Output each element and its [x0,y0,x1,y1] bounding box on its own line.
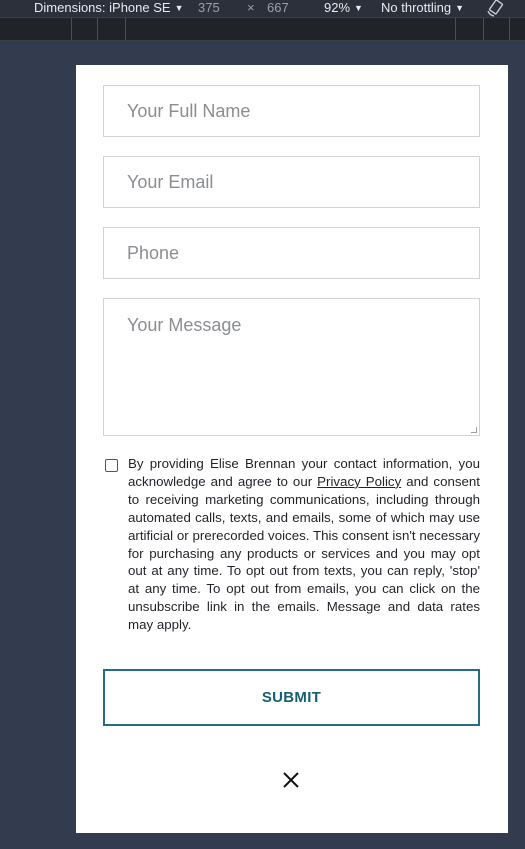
message-placeholder: Your Message [127,315,242,335]
ruler-divider [97,18,98,40]
privacy-policy-link[interactable]: Privacy Policy [317,473,402,489]
submit-button[interactable] [103,669,480,726]
width-input[interactable]: 375 [198,0,220,15]
rotate-icon[interactable] [486,0,506,17]
consent-text-part: By providing Elise Brennan your contact information, you acknowledge and agree to our [128,456,480,489]
consent-text [128,455,480,634]
close-icon[interactable] [281,770,301,790]
ruler-divider [455,18,456,40]
chevron-down-icon: ▼ [174,3,184,13]
email-input[interactable] [103,156,480,208]
submit-label: SUBMIT [261,689,322,706]
chevron-down-icon: ▼ [354,3,363,13]
throttling-selector[interactable] [381,0,464,17]
ruler-divider [509,18,510,40]
throttling-label: No throttling [381,0,452,15]
resize-handle-icon[interactable] [471,427,477,433]
device-label: Dimensions: iPhone SE [34,0,171,15]
zoom-selector[interactable] [324,0,363,17]
device-selector[interactable] [34,0,184,17]
phone-placeholder: Phone [127,242,180,263]
phone-viewport [76,65,508,833]
consent-text-part: and consent to receiving marketing communications, including through automated calls, texts, and emails, some of which may use artificial or prerecorded voices. This consent isn't necessary for purchasing any products or services and you may opt out at any time. To opt out from texts, you can reply, 'stop' at any time. To opt out from emails, you can click on the unsubscribe link in the emails. Message and data rates may apply. [128,473,481,633]
media-query-bar [0,17,525,41]
full-name-placeholder: Your Full Name [127,100,251,121]
ruler-divider [125,18,126,40]
consent-checkbox[interactable] [105,459,118,472]
times-separator: × [247,0,255,15]
ruler-divider [71,18,72,40]
ruler-divider [483,18,484,40]
message-textarea[interactable] [103,298,480,436]
email-placeholder: Your Email [127,171,214,192]
phone-input[interactable] [103,227,480,279]
chevron-down-icon: ▼ [455,3,465,13]
full-name-input[interactable] [103,85,480,137]
zoom-label: 92% [324,0,351,15]
height-input[interactable]: 667 [267,0,289,15]
devtools-device-toolbar [0,0,525,17]
